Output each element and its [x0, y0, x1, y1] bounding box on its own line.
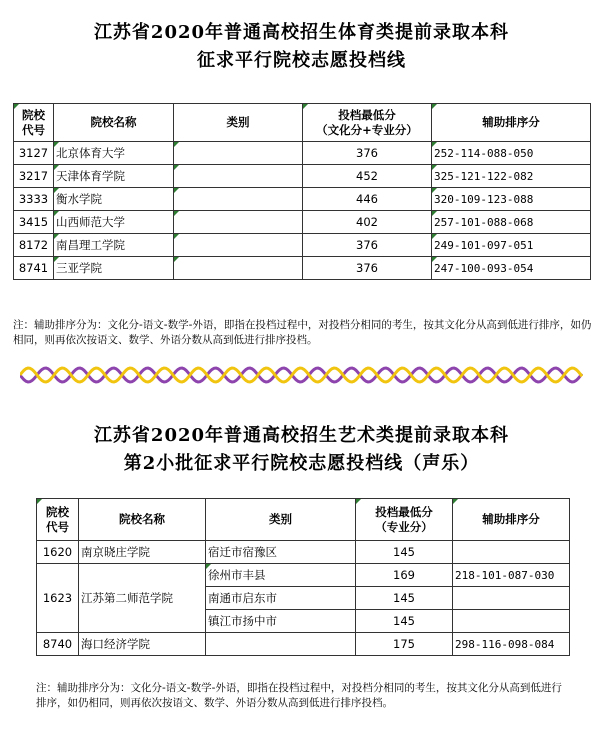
- table-row: [14, 234, 591, 257]
- art-table-header: [37, 499, 570, 541]
- cell-aux: [453, 610, 570, 633]
- cell-aux: 247-100-093-054: [432, 257, 591, 280]
- cell-score: 452: [303, 165, 432, 188]
- cell-code: 8172: [14, 234, 54, 257]
- table-row: [14, 257, 591, 280]
- art-note: 注：辅助排序分为：文化分-语文-数学-外语，即指在投档过程中，对投档分相同的考生，按其文化分从高到低进行排序，如仍相同，则再依次按语文、数学、外语分数从高到低进行排序投档。: [36, 682, 562, 709]
- cell-name: 山西师范大学: [54, 211, 174, 234]
- cell-code: 3217: [14, 165, 54, 188]
- section2-title-line1: 江苏省2020年普通高校招生艺术类提前录取本科: [93, 425, 510, 446]
- art-header-name: 院校名称: [79, 499, 206, 541]
- cell-name: 南京晓庄学院: [79, 541, 206, 564]
- cell-score: 175: [356, 633, 453, 656]
- cell-aux: 298-116-098-084: [453, 633, 570, 656]
- cell-score: 402: [303, 211, 432, 234]
- table-row: [14, 142, 591, 165]
- cell-score: 145: [356, 541, 453, 564]
- cell-category: 镇江市扬中市: [206, 610, 356, 633]
- cell-aux: 320-109-123-088: [432, 188, 591, 211]
- cell-score: 169: [356, 564, 453, 587]
- header-name: 院校名称: [54, 104, 174, 142]
- cell-score: 145: [356, 610, 453, 633]
- section2-title-line2: 第2小批征求平行院校志愿投档线（声乐）: [123, 453, 480, 474]
- wave-yellow: [20, 368, 582, 382]
- table-row: [14, 165, 591, 188]
- sports-table-header: [14, 104, 591, 142]
- art-table: [36, 498, 570, 656]
- art-header-score: 投档最低分 （专业分）: [356, 499, 453, 541]
- cell-aux: 257-101-088-068: [432, 211, 591, 234]
- cell-category: 徐州市丰县: [206, 564, 356, 587]
- cell-aux: 252-114-088-050: [432, 142, 591, 165]
- cell-code: 1620: [37, 541, 79, 564]
- cell-name: 天津体育学院: [54, 165, 174, 188]
- header-aux: 辅助排序分: [432, 104, 591, 142]
- sports-note: 注：辅助排序分为：文化分-语文-数学-外语，即指在投档过程中，对投档分相同的考生，按其文化分从高到低进行排序，如仍相同，则再依次按语文、数学、外语分数从高到低进行排序投档。: [13, 319, 592, 346]
- section1-title-line1: 江苏省2020年普通高校招生体育类提前录取本科: [93, 22, 510, 43]
- table-row: [14, 211, 591, 234]
- cell-code: 3333: [14, 188, 54, 211]
- cell-category: [174, 211, 303, 234]
- table-row: [37, 633, 570, 656]
- wavy-divider: [20, 362, 583, 388]
- header-category: 类别: [174, 104, 303, 142]
- cell-score: 376: [303, 234, 432, 257]
- cell-name: 江苏第二师范学院: [79, 564, 206, 633]
- cell-category: [174, 257, 303, 280]
- cell-category: [174, 142, 303, 165]
- cell-name: 三亚学院: [54, 257, 174, 280]
- cell-aux: 325-121-122-082: [432, 165, 591, 188]
- cell-aux: [453, 587, 570, 610]
- cell-name: 海口经济学院: [79, 633, 206, 656]
- header-code: 院校 代号: [14, 104, 54, 142]
- cell-name: 衡水学院: [54, 188, 174, 211]
- art-header-code: 院校 代号: [37, 499, 79, 541]
- cell-category: [174, 188, 303, 211]
- header-score: 投档最低分 （文化分+专业分）: [303, 104, 432, 142]
- cell-code: 1623: [37, 564, 79, 633]
- cell-category: [206, 633, 356, 656]
- cell-category: 南通市启东市: [206, 587, 356, 610]
- cell-aux: 249-101-097-051: [432, 234, 591, 257]
- cell-code: 3415: [14, 211, 54, 234]
- section1-title-line2: 征求平行院校志愿投档线: [197, 50, 406, 71]
- cell-name: 南昌理工学院: [54, 234, 174, 257]
- table-row: [14, 188, 591, 211]
- cell-score: 376: [303, 257, 432, 280]
- cell-code: 8741: [14, 257, 54, 280]
- cell-category: [174, 234, 303, 257]
- sports-table: [13, 103, 591, 280]
- table-row: [37, 564, 570, 587]
- cell-score: 376: [303, 142, 432, 165]
- art-header-aux: 辅助排序分: [453, 499, 570, 541]
- cell-score: 446: [303, 188, 432, 211]
- cell-code: 8740: [37, 633, 79, 656]
- cell-category: [174, 165, 303, 188]
- cell-code: 3127: [14, 142, 54, 165]
- art-header-category: 类别: [206, 499, 356, 541]
- cell-name: 北京体育大学: [54, 142, 174, 165]
- cell-score: 145: [356, 587, 453, 610]
- cell-aux: 218-101-087-030: [453, 564, 570, 587]
- cell-category: 宿迁市宿豫区: [206, 541, 356, 564]
- cell-aux: [453, 541, 570, 564]
- table-row: [37, 541, 570, 564]
